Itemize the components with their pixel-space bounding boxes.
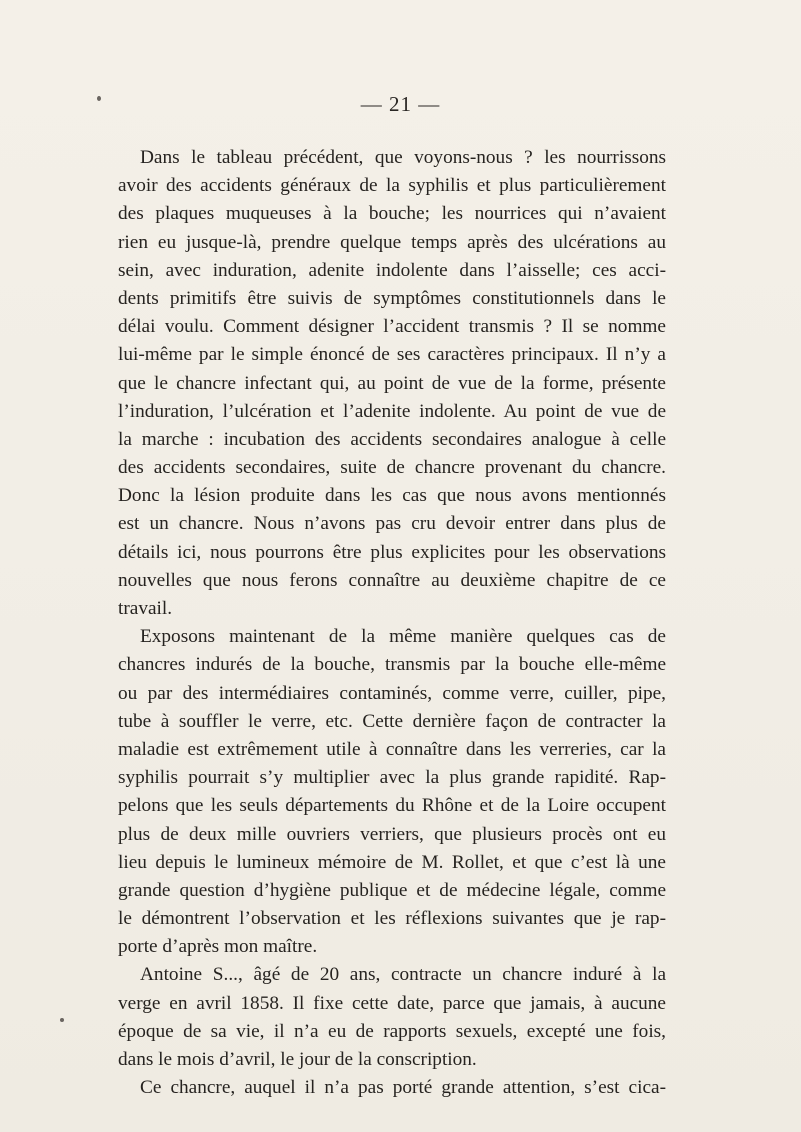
- text-line: avoir des accidents généraux de la syphilis et plus particulièrement: [118, 175, 666, 197]
- text-line: est un chancre. Nous n’avons pas cru devoir entrer dans plus de: [118, 513, 666, 535]
- body-text: [118, 144, 666, 1102]
- text-line: porte d’après mon maître.: [118, 936, 318, 958]
- text-line: époque de sa vie, il n’a eu de rapports sexuels, excepté une fois,: [118, 1020, 666, 1042]
- text-line: lui-même par le simple énoncé de ses caractères principaux. Il n’y a: [118, 344, 666, 366]
- text-line: maladie est extrêmement utile à connaître dans les verreries, car la: [118, 738, 666, 760]
- ink-speck: [97, 96, 101, 101]
- text-line: ou par des intermédiaires contaminés, comme verre, cuiller, pipe,: [118, 682, 666, 704]
- text-line: travail.: [118, 598, 173, 619]
- text-line: lieu depuis le lumineux mémoire de M. Rollet, et que c’est là une: [118, 851, 666, 873]
- text-line: rien eu jusque-là, prendre quelque temps après des ulcérations au: [118, 231, 666, 253]
- text-line: grande question d’hygiène publique et de médecine légale, comme: [118, 879, 666, 901]
- text-line: nouvelles que nous ferons connaître au deuxième chapitre de ce: [118, 569, 666, 591]
- paragraph: [118, 961, 666, 1074]
- text-line: plus de deux mille ouvriers verriers, que plusieurs procès ont eu: [118, 823, 666, 845]
- text-line: syphilis pourrait s’y multiplier avec la plus grande rapidité. Rap-: [118, 767, 666, 789]
- text-line: Antoine S..., âgé de 20 ans, contracte un chancre induré à la: [140, 964, 666, 986]
- text-line: des plaques muqueuses à la bouche; les nourrices qui n’avaient: [118, 203, 666, 225]
- paragraph: [118, 144, 666, 623]
- text-line: dents primitifs être suivis de symptômes constitutionnels dans le: [118, 287, 666, 309]
- text-line: l’induration, l’ulcération et l’adenite indolente. Au point de vue de: [118, 400, 666, 422]
- text-line: sein, avec induration, adenite indolente dans l’aisselle; ces acci-: [118, 259, 666, 281]
- paragraph: [118, 623, 666, 961]
- text-line: Ce chancre, auquel il n’a pas porté grande attention, s’est cica-: [140, 1077, 666, 1099]
- text-line: tube à souffler le verre, etc. Cette dernière façon de contracter la: [118, 710, 666, 732]
- paragraph: [118, 1074, 666, 1102]
- text-line: pelons que les seuls départements du Rhône et de la Loire occupent: [118, 795, 666, 817]
- text-line: la marche : incubation des accidents secondaires analogue à celle: [118, 428, 666, 450]
- text-line: chancres indurés de la bouche, transmis par la bouche elle-même: [118, 654, 666, 676]
- text-line: dans le mois d’avril, le jour de la conscription.: [118, 1049, 477, 1070]
- text-line: Donc la lésion produite dans les cas que nous avons mentionnés: [118, 485, 666, 507]
- text-line: détails ici, nous pourrons être plus explicites pour les observations: [118, 541, 666, 563]
- text-line: des accidents secondaires, suite de chancre provenant du chancre.: [118, 457, 666, 479]
- text-line: délai voulu. Comment désigner l’accident transmis ? Il se nomme: [118, 316, 666, 338]
- text-line: Dans le tableau précédent, que voyons-nous ? les nourrissons: [140, 147, 666, 168]
- ink-speck: [60, 1018, 64, 1022]
- text-line: le démontrent l’observation et les réflexions suivantes que je rap-: [118, 908, 666, 930]
- page-number: — 21 —: [360, 92, 441, 116]
- text-line: verge en avril 1858. Il fixe cette date, parce que jamais, à aucune: [118, 992, 666, 1014]
- text-line: que le chancre infectant qui, au point de vue de la forme, présente: [118, 372, 666, 394]
- text-line: Exposons maintenant de la même manière quelques cas de: [140, 626, 666, 648]
